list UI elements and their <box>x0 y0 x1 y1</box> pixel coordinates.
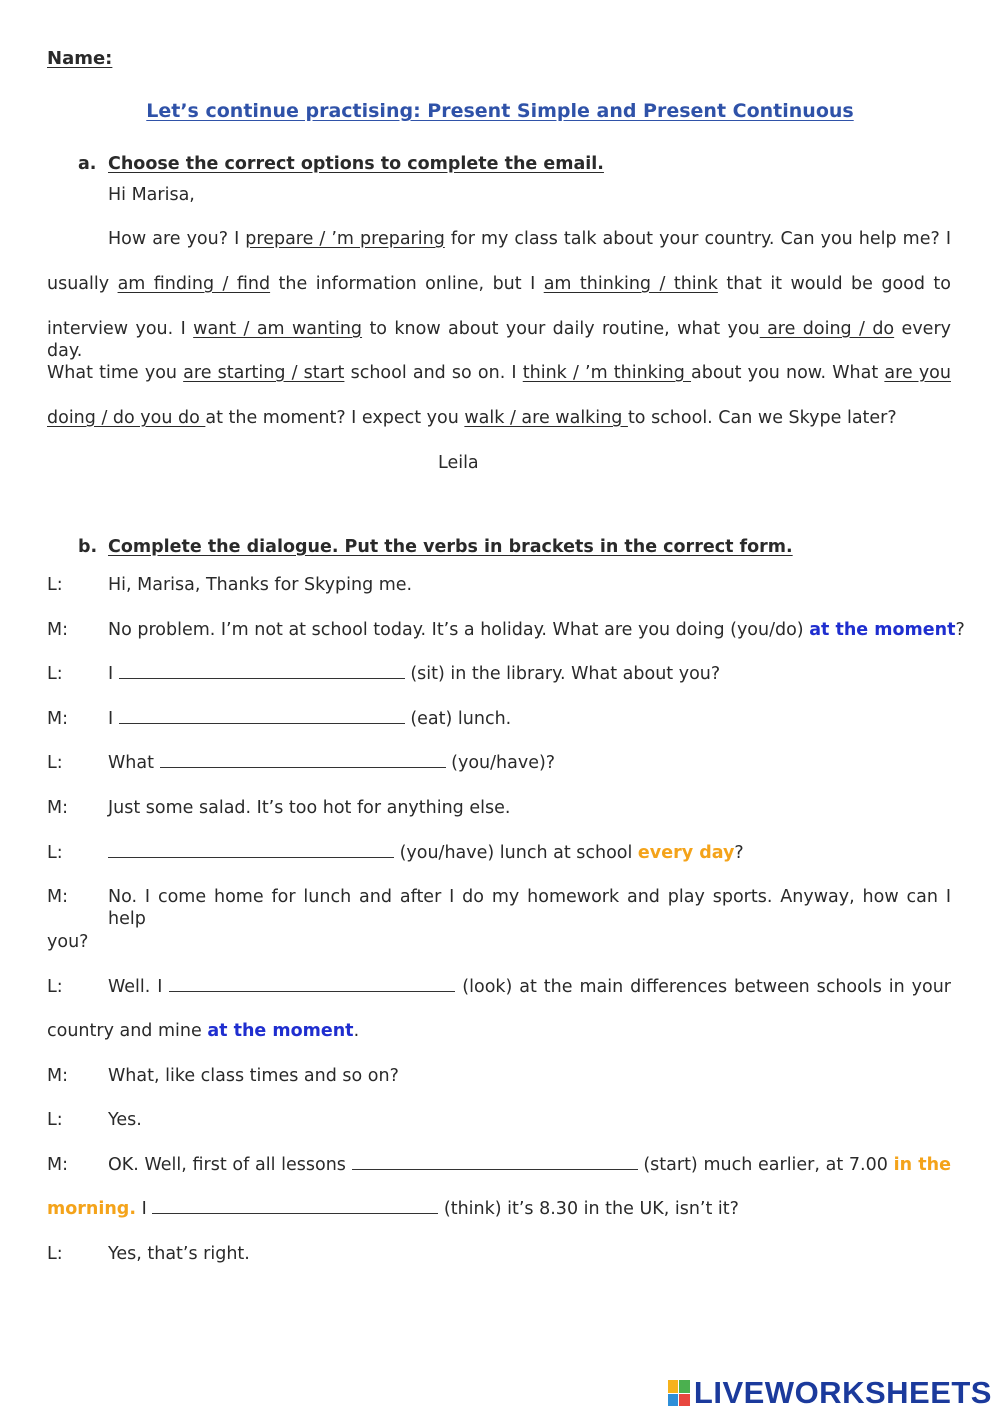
answer-blank[interactable] <box>119 663 405 679</box>
email-text: What time you <box>47 363 184 383</box>
section-b-instruction: Complete the dialogue. Put the verbs in brackets in the correct form. <box>108 537 793 557</box>
dialogue-text: (you/have)? <box>451 753 556 773</box>
dialogue-text: I <box>141 1199 147 1219</box>
speaker-label: M: <box>47 1155 68 1175</box>
option-choice[interactable]: are starting / start <box>183 363 345 383</box>
dialogue-text: I <box>108 664 114 684</box>
email-text: the information online, but I <box>270 274 544 294</box>
option-choice[interactable]: want / am wanting <box>193 319 363 339</box>
dialogue-line <box>108 663 720 685</box>
email-text: about you now. What <box>691 363 885 383</box>
email-line-5 <box>47 407 897 429</box>
option-choice[interactable]: am finding / find <box>117 274 271 294</box>
dialogue-text: ? <box>734 843 744 863</box>
page-title: Let’s continue practising: Present Simple and Present Continuous <box>146 100 854 122</box>
option-choice[interactable]: are you <box>884 363 951 383</box>
email-line-3 <box>47 318 951 362</box>
email-text: How are you? I <box>108 229 246 249</box>
speaker-label: M: <box>47 709 68 729</box>
option-choice[interactable]: think / ’m thinking <box>522 363 692 383</box>
dialogue-text: What <box>108 753 154 773</box>
speaker-label: M: <box>47 1066 68 1086</box>
email-text: school and so on. I <box>344 363 523 383</box>
option-choice[interactable]: are doing / do <box>759 319 895 339</box>
dialogue-text: country and mine <box>47 1021 208 1041</box>
email-line-1 <box>108 228 951 250</box>
dialogue-line: No. I come home for lunch and after I do my homework and play sports. Anyway, how can I help <box>108 887 951 929</box>
liveworksheets-logo-icon <box>668 1380 690 1406</box>
dialogue-line: Just some salad. It’s too hot for anything else. <box>108 798 511 818</box>
speaker-label: L: <box>47 843 63 863</box>
dialogue-line <box>108 708 511 730</box>
email-line-4 <box>47 362 951 384</box>
dialogue-line-continued <box>47 1020 359 1042</box>
speaker-label: L: <box>47 1110 63 1130</box>
option-choice[interactable]: doing / do you do <box>47 408 206 428</box>
name-label: Name: <box>47 48 113 69</box>
speaker-label: M: <box>47 798 68 818</box>
section-a-instruction: Choose the correct options to complete the email. <box>108 154 604 174</box>
time-expression: every day <box>637 843 735 863</box>
speaker-label: M: <box>47 620 68 640</box>
dialogue-text: I <box>108 709 114 729</box>
section-b-letter: b. <box>78 537 98 557</box>
dialogue-line: Yes. <box>108 1110 142 1130</box>
dialogue-line: What, like class times and so on? <box>108 1066 399 1086</box>
dialogue-line: Yes, that’s right. <box>108 1244 250 1264</box>
dialogue-text: (sit) in the library. What about you? <box>410 664 721 684</box>
dialogue-text: (look) at the main differences between schools in your <box>462 977 951 997</box>
liveworksheets-logo <box>668 1376 992 1410</box>
dialogue-line <box>108 976 951 998</box>
email-signature: Leila <box>438 453 479 473</box>
email-text: interview you. I <box>47 319 194 339</box>
speaker-label: L: <box>47 1244 63 1264</box>
email-line-2 <box>47 273 951 295</box>
time-expression: at the moment <box>207 1021 354 1041</box>
speaker-label: L: <box>47 664 63 684</box>
email-text: usually <box>47 274 118 294</box>
answer-blank[interactable] <box>169 976 455 992</box>
email-text: that it would be good to <box>717 274 952 294</box>
dialogue-line <box>108 752 555 774</box>
email-text: to school. Can we Skype later? <box>627 408 897 428</box>
dialogue-text: ? <box>955 620 965 640</box>
time-expression: in the <box>893 1155 951 1175</box>
speaker-label: L: <box>47 575 63 595</box>
dialogue-line <box>108 1154 951 1176</box>
speaker-label: L: <box>47 753 63 773</box>
option-choice[interactable]: walk / are walking <box>464 408 628 428</box>
email-text: every day. <box>47 319 951 361</box>
logo-text: LIVEWORKSHEETS <box>693 1375 992 1410</box>
email-text: to know about your daily routine, what you <box>362 319 760 339</box>
dialogue-line-continued <box>47 1198 739 1220</box>
answer-blank[interactable] <box>152 1198 438 1214</box>
dialogue-text: OK. Well, first of all lessons <box>108 1155 346 1175</box>
section-a-letter: a. <box>78 154 97 174</box>
answer-blank[interactable] <box>119 708 405 724</box>
dialogue-text: (think) it’s 8.30 in the UK, isn’t it? <box>443 1199 739 1219</box>
dialogue-line: Hi, Marisa, Thanks for Skyping me. <box>108 575 413 595</box>
option-choice[interactable]: am thinking / think <box>543 274 718 294</box>
speaker-label: M: <box>47 887 68 907</box>
dialogue-line <box>108 842 744 864</box>
dialogue-text: Well. I <box>108 977 163 997</box>
answer-blank[interactable] <box>108 842 394 858</box>
dialogue-text: No problem. I’m not at school today. It’s a holiday. What are you doing (you/do) <box>108 620 810 640</box>
option-choice[interactable]: prepare / ’m preparing <box>245 229 445 249</box>
email-greeting: Hi Marisa, <box>108 185 195 205</box>
email-text: for my class talk about your country. Can you help me? I <box>444 229 951 249</box>
speaker-label: L: <box>47 977 63 997</box>
dialogue-text: (you/have) lunch at school <box>399 843 638 863</box>
answer-blank[interactable] <box>352 1154 638 1170</box>
answer-blank[interactable] <box>160 752 446 768</box>
email-text: at the moment? I expect you <box>205 408 465 428</box>
dialogue-text: . <box>353 1021 360 1041</box>
time-expression: morning. <box>47 1199 136 1219</box>
dialogue-line-continued: you? <box>47 932 89 952</box>
dialogue-line <box>108 619 965 641</box>
dialogue-text: (eat) lunch. <box>410 709 512 729</box>
time-expression: at the moment <box>809 620 956 640</box>
dialogue-text: (start) much earlier, at 7.00 <box>643 1155 888 1175</box>
